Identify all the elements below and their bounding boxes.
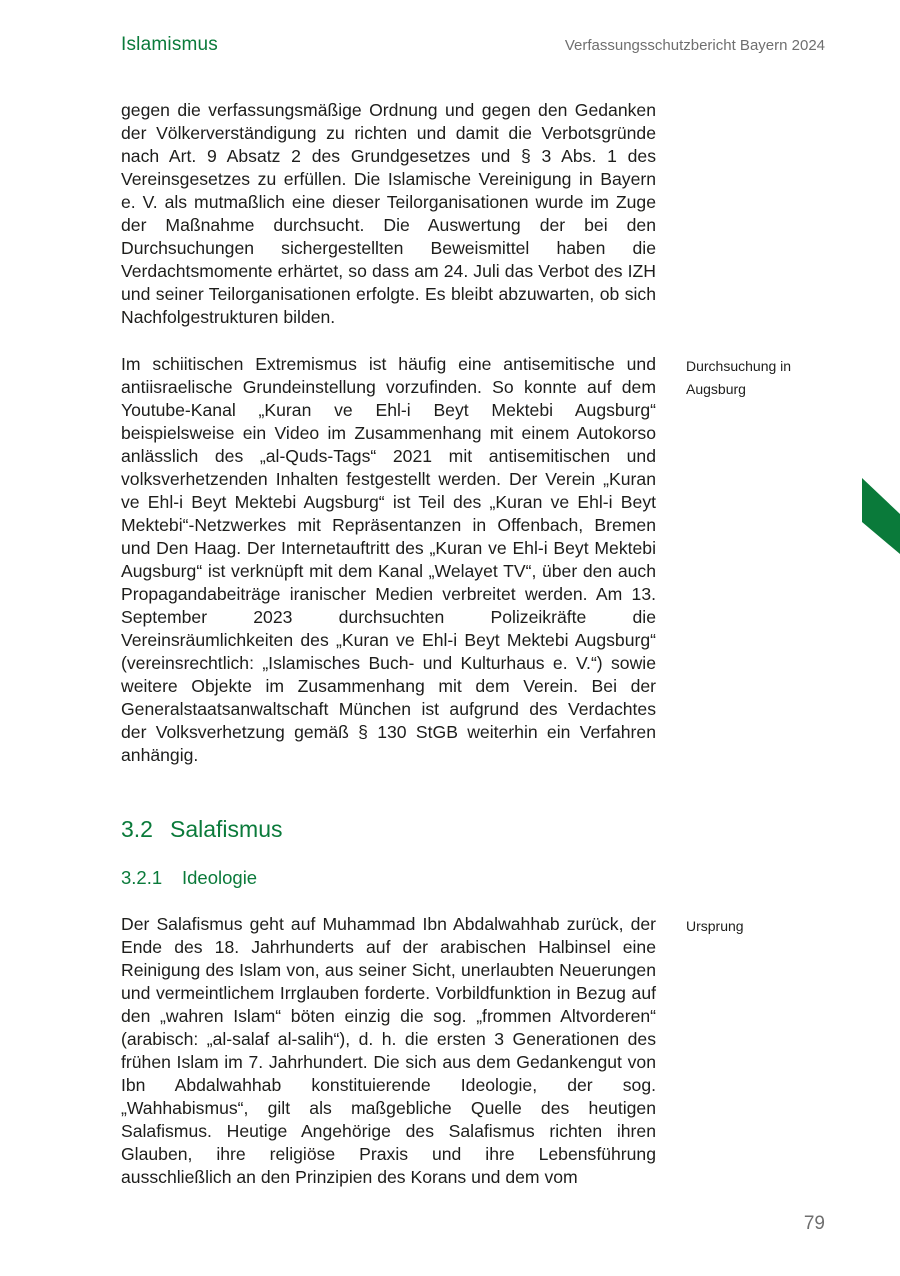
page-number: 79 xyxy=(803,1213,825,1234)
body-paragraph-2: Im schiitischen Extremismus ist häufig eine antisemitische und antiisraelische Grundeinstellung vorzufinden. So konnte auf dem Youtube-Kanal „Kuran ve Ehl-i Beyt Mektebi Augsburg“ beispielsweise ein Video im Zusammenhang mit einem Autokorso anlässlich des „al-Quds-Tags“ 2021 mit antisemitischen und volksverhetzenden Inhalten festgestellt werden. Der Verein „Kuran ve Ehl-i Beyt Mektebi Augsburg“ ist Teil des „Kuran ve Ehl-i Beyt Mektebi“-Netzwerkes mit Repräsentanzen in Offenbach, Bremen und Den Haag. Der Internetauftritt des „Kuran ve Ehl-i Beyt Mektebi Augsburg“ ist verknüpft mit dem Kanal „Welayet TV“, über den auch Propagandabeiträge iranischer Medien verbreitet werden. Am 13. September 2023 durchsuchten Polizeikräfte die Vereinsräumlichkeiten des „Kuran ve Ehl-i Beyt Mektebi Augsburg“ (vereinsrechtlich: „Islamisches Buch- und Kulturhaus e. V.“) sowie weitere Objekte im Zusammenhang mit dem Verein. Bei der Generalstaatsanwaltschaft München ist aufgrund des Verdachtes der Volksverhetzung gemäß § 130 StGB weiterhin ein Verfahren anhängig. xyxy=(121,354,656,765)
running-header-report: Verfassungsschutzbericht Bayern 2024 xyxy=(564,37,825,54)
margin-note-durchsuchung: Durchsuchung in Augsburg xyxy=(686,358,792,397)
subsection-number: 3.2.1 xyxy=(121,867,163,888)
subsection-heading-ideologie xyxy=(121,867,257,889)
chapter-tab-marker xyxy=(862,478,900,554)
body-paragraph-3: Der Salafismus geht auf Muhammad Ibn Abdalwahhab zurück, der Ende des 18. Jahrhunderts auf der arabischen Halbinsel eine Reinigung des Islam von, aus seiner Sicht, unerlaubten Neuerungen und vermeintlichem Irrglauben forderte. Vorbildfunktion in Bezug auf den „wahren Islam“ böten einzig die sog. „frommen Altvorderen“ (arabisch: „al-salaf al-salih“), d. h. die ersten 3 Generationen des frühen Islam im 7. Jahrhundert. Die sich aus dem Gedankengut von Ibn Abdalwahhab konstituierende Ideologie, der sog. „Wahhabismus“, gilt als maßgebliche Quelle des heutigen Salafismus. Heutige Angehörige des Salafismus richten ihren Glauben, ihre religiöse Praxis und ihre Lebensführung ausschließlich an den Prinzipien des Korans und dem vom xyxy=(121,914,656,1187)
section-title: Salafismus xyxy=(170,816,283,842)
body-paragraph-1: gegen die verfassungsmäßige Ordnung und gegen den Gedanken der Völkerverständigung zu richten und damit die Verbotsgründe nach Art. 9 Absatz 2 des Grundgesetzes und § 3 Abs. 1 des Vereinsgesetzes zu erfüllen. Die Islamische Vereinigung in Bayern e. V. als mutmaßlich eine dieser Teilorganisationen wurde im Zuge der Maßnahme durchsucht. Die Auswertung der bei den Durchsuchungen sichergestellten Beweismittel haben die Verdachtsmomente erhärtet, so dass am 24. Juli das Verbot des IZH und seiner Teilorganisationen erfolgte. Es bleibt abzuwarten, ob sich Nachfolgestrukturen bilden. xyxy=(121,100,656,327)
running-header-section: Islamismus xyxy=(121,34,219,55)
subsection-title: Ideologie xyxy=(182,867,258,888)
section-heading-salafismus xyxy=(121,816,282,843)
section-number: 3.2 xyxy=(121,816,153,842)
margin-note-ursprung: Ursprung xyxy=(686,918,744,934)
